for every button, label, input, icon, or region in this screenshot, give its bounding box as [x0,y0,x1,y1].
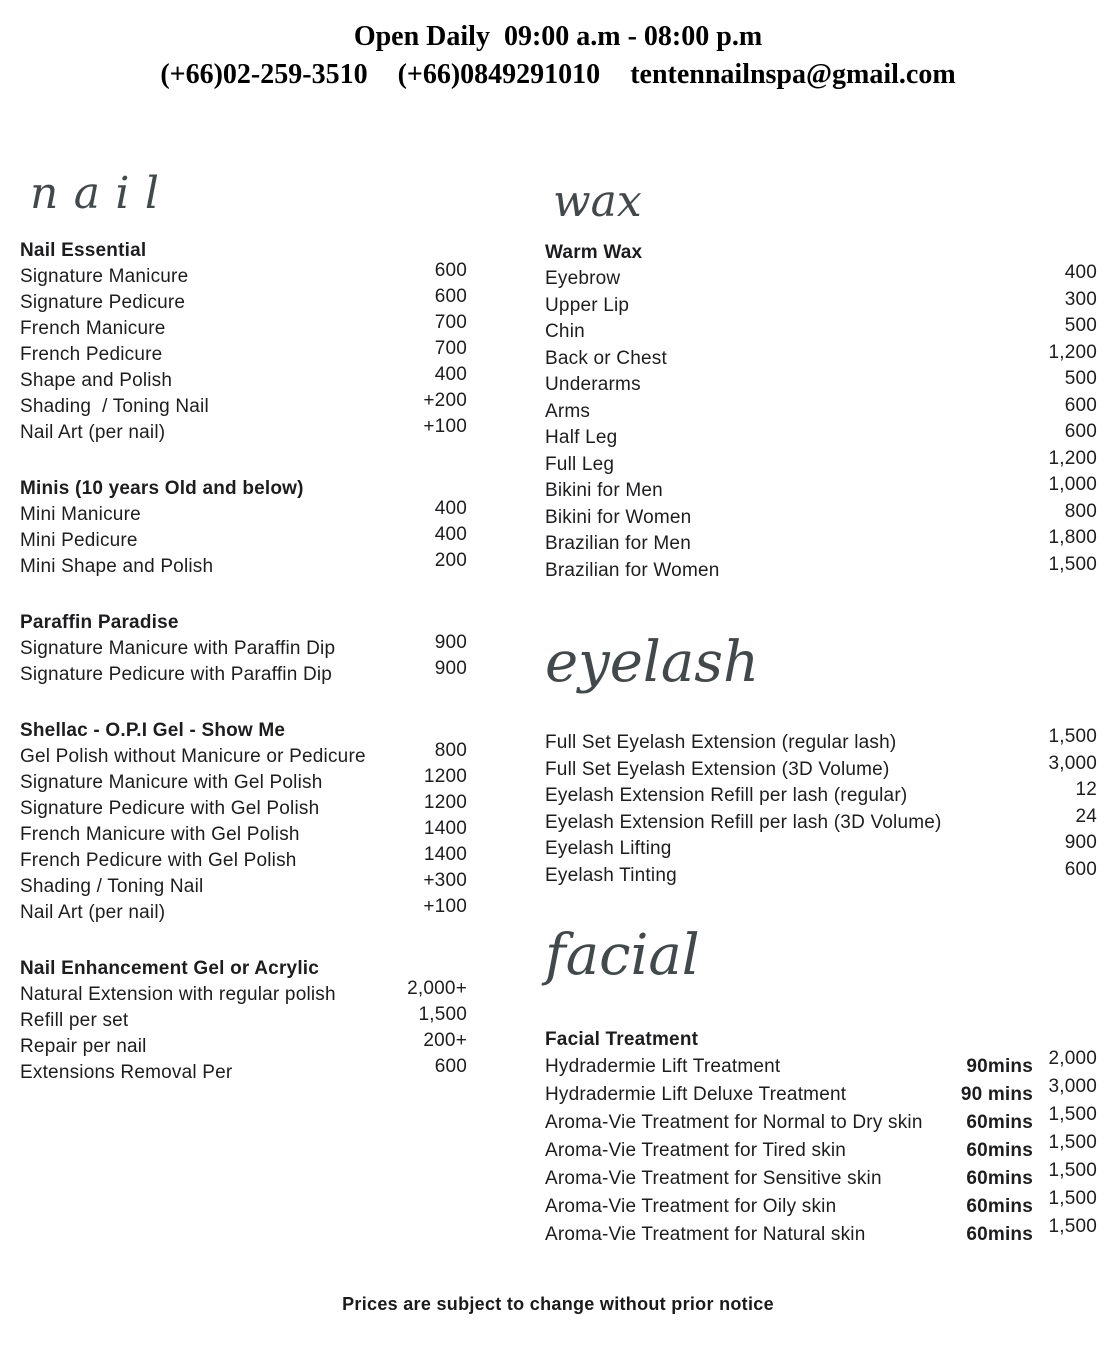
item-name: Full Set Eyelash Extension (3D Volume) [545,758,890,780]
eyelash-heading: eyelash [545,630,760,695]
section-facial [545,925,1097,1249]
group-title: Nail Essential [20,240,147,261]
menu-item-row [545,368,1097,399]
menu-item-row [545,858,1097,890]
item-price: 1,500 [1048,1160,1097,1181]
wax-heading: wax [553,176,642,227]
menu-item-row [545,779,1097,810]
item-price: 700 [434,312,467,333]
item-price: 700 [434,338,467,359]
item-duration: 60mins [966,1140,1033,1161]
item-price: 3,000 [1048,752,1097,774]
menu-item-row [545,752,1097,784]
menu-group [20,610,467,688]
item-name: Signature Pedicure [20,292,186,313]
contact-info [0,56,1116,94]
menu-item-row [545,1132,1097,1165]
menu-group [20,718,467,926]
item-price: 1,500 [1048,726,1097,747]
group-title: Facial Treatment [545,1029,699,1050]
item-duration: 60mins [966,1196,1033,1217]
section-nail [20,170,467,1086]
item-price: 600 [1064,421,1097,442]
item-price: 24 [1075,805,1097,827]
item-price: 2,000 [1048,1048,1097,1069]
menu-item-row [545,421,1097,452]
menu-item-row [20,896,467,926]
item-price: 1,500 [418,1004,467,1025]
item-price: 1,800 [1048,527,1097,548]
item-name: Nail Art (per nail) [20,902,166,923]
item-name: Brazilian for Women [545,559,720,581]
item-name: Eyelash Extension Refill per lash (3D Volume) [545,811,942,833]
item-price: 1,000 [1048,474,1097,495]
phone-secondary: (+66)0849291010 [397,59,601,90]
group-title: Minis (10 years Old and below) [20,478,304,499]
item-price: 1,500 [1048,1104,1097,1125]
item-name: Extensions Removal Per [20,1062,233,1083]
menu-item-row [545,262,1097,293]
menu-group [545,240,1097,584]
menu-item-row [545,341,1097,373]
item-name: Eyelash Lifting [545,838,672,859]
item-name: Upper Lip [545,294,630,316]
menu-item-row [545,474,1097,505]
item-name: Signature Manicure with Gel Polish [20,772,323,793]
item-name: Refill per set [20,1010,129,1031]
item-name: Aroma-Vie Treatment for Normal to Dry skin [545,1112,923,1133]
menu-item-row [545,1188,1097,1221]
item-price: 800 [1064,500,1097,522]
item-price: +100 [423,896,467,917]
item-price: 200 [434,550,467,571]
item-name: Gel Polish without Manicure or Pedicure [20,746,366,767]
item-price: 1,500 [1048,553,1097,575]
item-price: 1400 [423,844,467,865]
item-name: Mini Pedicure [20,530,138,551]
item-name: Shading / Toning Nail [20,396,209,417]
menu-item-row [545,1076,1097,1109]
item-name: French Pedicure with Gel Polish [20,850,297,871]
group-title: Nail Enhancement Gel or Acrylic [20,958,320,979]
page-header [0,18,1116,94]
item-price: 200+ [423,1030,467,1051]
section-wax [545,178,1097,584]
item-price: 1,200 [1048,341,1097,363]
item-price: +200 [423,390,467,411]
item-name: French Manicure [20,318,166,339]
section-eyelash [545,632,1097,889]
menu-group [20,238,467,446]
item-name: Aroma-Vie Treatment for Sensitive skin [545,1168,882,1189]
item-name: Brazilian for Men [545,533,691,554]
item-price: 400 [434,524,467,545]
item-name: French Manicure with Gel Polish [20,824,300,845]
item-name: Mini Manicure [20,504,141,525]
item-price: 300 [1064,288,1097,310]
item-price: 1,200 [1048,447,1097,469]
item-price: 3,000 [1048,1076,1097,1097]
facial-heading: facial [545,923,700,988]
item-name: Mini Shape and Polish [20,556,214,577]
item-name: Signature Pedicure with Gel Polish [20,798,320,819]
item-name: Eyebrow [545,268,621,289]
menu-item-row [20,1056,467,1086]
item-name: Signature Manicure [20,266,189,287]
menu-item-row [545,394,1097,426]
item-price: 500 [1064,315,1097,336]
menu-group [20,956,467,1086]
item-price: 600 [1064,394,1097,416]
item-name: Back or Chest [545,347,667,369]
menu-item-row [545,1160,1097,1193]
group-title: Warm Wax [545,242,643,263]
item-price: 500 [1064,368,1097,389]
item-price: 1200 [423,792,467,813]
item-price: 12 [1075,779,1097,800]
menu-item-row [545,1048,1097,1081]
menu-item-row [545,500,1097,532]
menu-item-row [20,550,467,580]
item-duration: 90 mins [960,1084,1033,1105]
menu-item-row [20,416,467,446]
item-price: 400 [1064,262,1097,283]
menu-item-row [545,1104,1097,1137]
group-title: Shellac - O.P.I Gel - Show Me [20,720,286,741]
menu-item-row [545,805,1097,837]
item-duration: 60mins [966,1168,1033,1189]
menu-item-row [545,832,1097,863]
item-name: Repair per nail [20,1036,147,1057]
email-address: tentennailnspa@gmail.com [630,59,956,90]
item-duration: 60mins [966,1112,1033,1133]
item-name: Shading / Toning Nail [20,876,204,897]
column-left [20,170,467,1086]
item-duration: 60mins [966,1224,1033,1245]
item-price: 400 [434,364,467,385]
menu-group [545,726,1097,889]
item-name: Nail Art (per nail) [20,422,166,443]
menu-item-row [545,288,1097,320]
item-price: 600 [1064,858,1097,880]
column-right [545,178,1097,1249]
item-name: Chin [545,321,585,342]
item-name: Eyelash Extension Refill per lash (regular) [545,785,908,806]
menu-item-row [20,658,467,688]
item-price: 400 [434,498,467,519]
item-price: +300 [423,870,467,891]
item-name: Natural Extension with regular polish [20,984,336,1005]
phone-primary: (+66)02-259-3510 [160,59,368,90]
item-name: Arms [545,400,591,422]
item-name: Eyelash Tinting [545,864,677,886]
item-price: +100 [423,416,467,437]
item-name: Shape and Polish [20,370,173,391]
item-price: 800 [434,740,467,761]
item-name: Aroma-Vie Treatment for Natural skin [545,1224,866,1245]
menu-group [545,1027,1097,1249]
item-duration: 90mins [966,1056,1033,1077]
item-price: 1200 [423,766,467,787]
item-price: 1,500 [1048,1188,1097,1209]
item-price: 600 [434,286,467,307]
item-price: 1400 [423,818,467,839]
item-price: 900 [434,632,467,653]
item-price: 900 [1064,832,1097,853]
item-name: Hydradermie Lift Deluxe Treatment [545,1084,847,1105]
item-name: Hydradermie Lift Treatment [545,1056,781,1077]
item-name: Aroma-Vie Treatment for Tired skin [545,1140,847,1161]
item-name: Bikini for Women [545,506,692,528]
item-name: Signature Manicure with Paraffin Dip [20,638,336,659]
item-name: Bikini for Men [545,480,663,501]
item-name: Half Leg [545,427,618,448]
menu-item-row [545,1216,1097,1249]
menu-item-row [545,726,1097,757]
menu-item-row [545,553,1097,585]
item-price: 600 [434,260,467,281]
menu-item-row [545,527,1097,558]
nail-heading: nail [30,168,175,219]
item-price: 2,000+ [407,978,467,999]
item-name: Full Leg [545,453,615,475]
opening-hours: Open Daily 09:00 a.m - 08:00 p.m [353,21,763,52]
menu-group [20,476,467,580]
item-price: 600 [434,1056,467,1077]
footer-note: Prices are subject to change without prior notice [342,1294,774,1314]
menu-item-row [545,315,1097,346]
menu-item-row [545,447,1097,479]
item-name: Signature Pedicure with Paraffin Dip [20,664,333,685]
item-name: Aroma-Vie Treatment for Oily skin [545,1196,837,1217]
item-name: French Pedicure [20,344,163,365]
item-name: Full Set Eyelash Extension (regular lash) [545,732,897,753]
item-price: 1,500 [1048,1132,1097,1153]
item-price: 1,500 [1048,1216,1097,1237]
item-price: 900 [434,658,467,679]
item-name: Underarms [545,374,641,395]
group-title: Paraffin Paradise [20,612,179,633]
